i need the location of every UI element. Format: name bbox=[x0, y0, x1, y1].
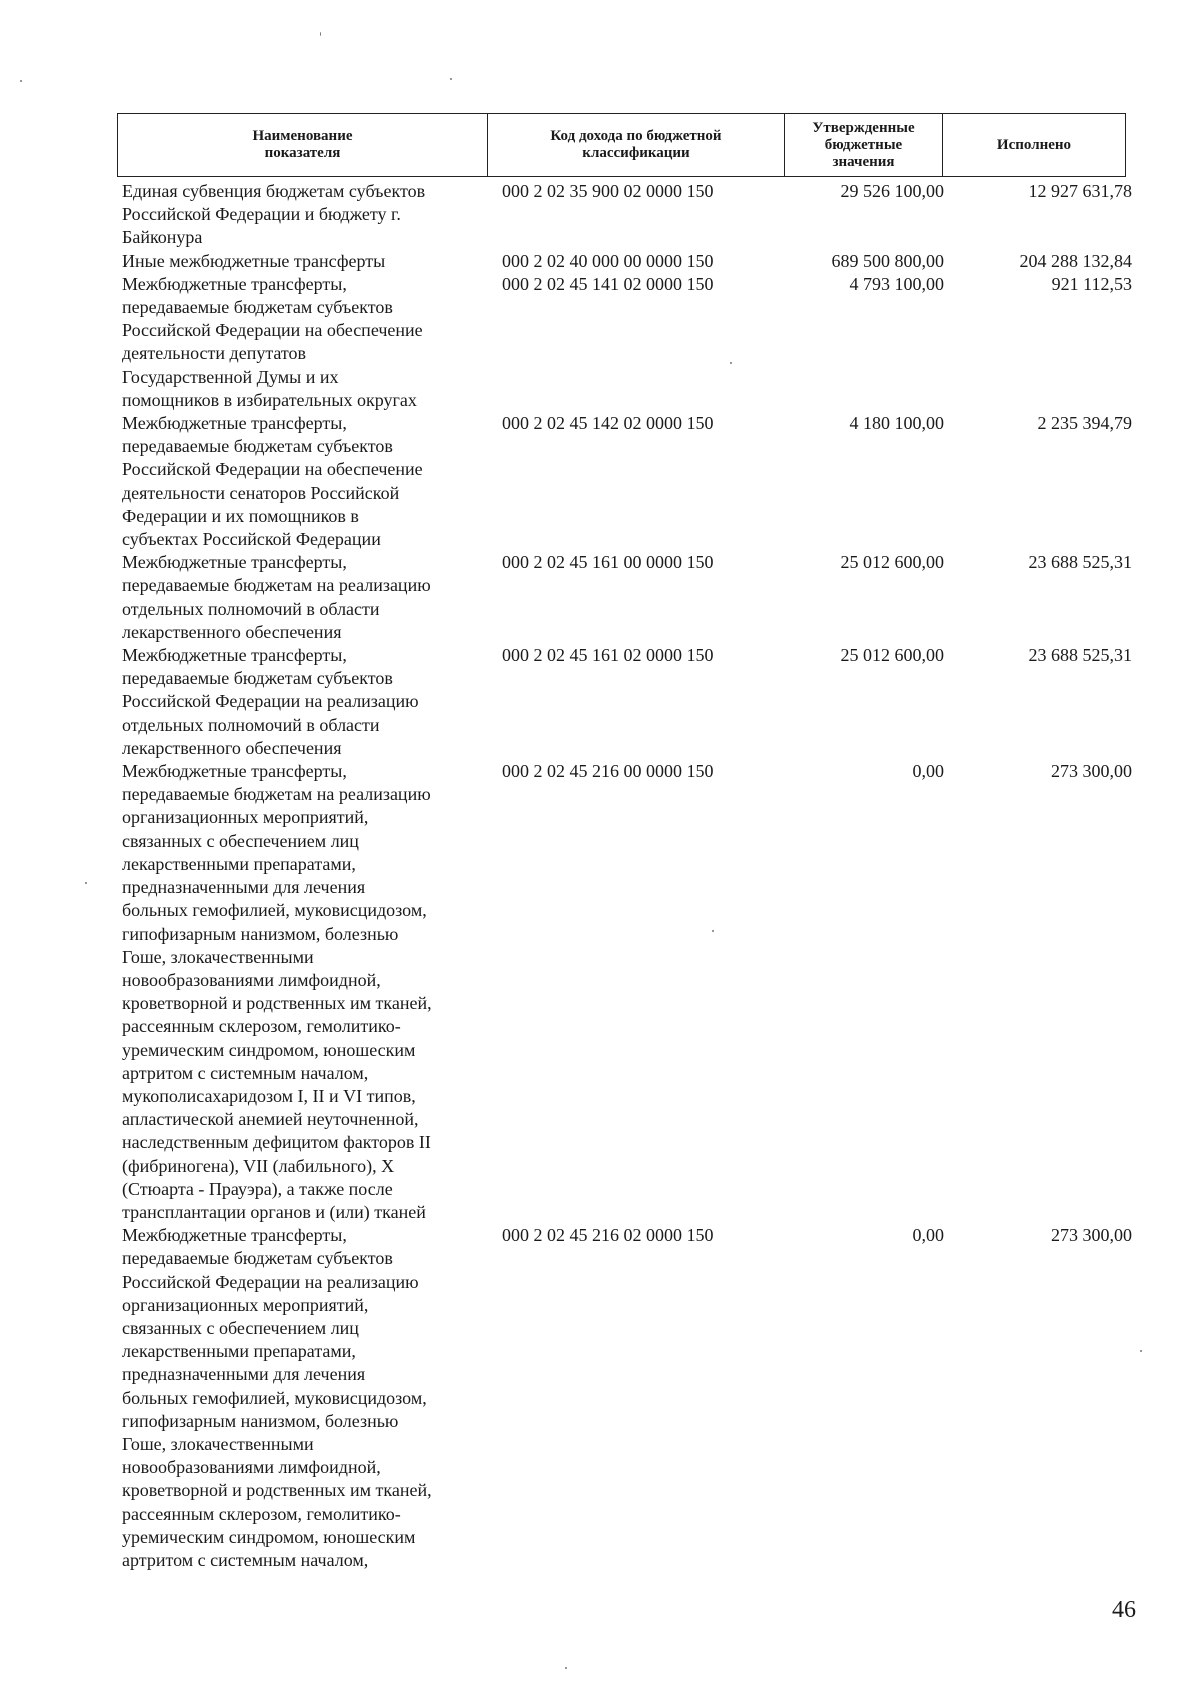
row-code: 000 2 02 45 216 00 0000 150 bbox=[502, 761, 714, 782]
table-row bbox=[122, 644, 1132, 760]
row-executed: 2 235 394,79 bbox=[1037, 413, 1132, 434]
row-approved: 25 012 600,00 bbox=[840, 552, 944, 573]
header-code: Код дохода по бюджетной классификации bbox=[488, 114, 785, 176]
table-row bbox=[122, 412, 1132, 551]
row-approved: 0,00 bbox=[912, 761, 944, 782]
table-body bbox=[122, 180, 1132, 1572]
scan-speck bbox=[1140, 1350, 1142, 1352]
row-name: Иные межбюджетные трансферты bbox=[122, 250, 386, 271]
row-code: 000 2 02 45 161 00 0000 150 bbox=[502, 552, 714, 573]
row-executed: 273 300,00 bbox=[1051, 761, 1132, 782]
row-executed: 12 927 631,78 bbox=[1028, 181, 1132, 201]
scan-speck bbox=[320, 32, 321, 36]
row-approved: 25 012 600,00 bbox=[840, 645, 944, 666]
row-name: Межбюджетные трансферты, передаваемые бюджетам на реализацию отдельных полномочий в области лекарственного обеспечения bbox=[122, 552, 431, 642]
scan-speck bbox=[450, 78, 452, 80]
scan-speck bbox=[85, 882, 87, 884]
table-row bbox=[122, 1224, 1132, 1572]
row-code: 000 2 02 35 900 02 0000 150 bbox=[502, 181, 714, 201]
row-name: Межбюджетные трансферты, передаваемые бюджетам субъектов Российской Федерации на реализацию организационных мероприятий, связанных с обеспечением лиц лекарственными препаратами, предназначенными для лечения больных гемофилией, муковисцидозом, гипофизарным нанизмом, болезнью Гоше, злокачественными новообразованиями лимфоидной, кроветворной и родственных им тканей, рассеянным склерозом, гемолитико- уремическим синдромом, юношеским артритом с системным началом, bbox=[122, 1225, 432, 1570]
row-name: Межбюджетные трансферты, передаваемые бюджетам субъектов Российской Федерации на обеспечение деятельности сенаторов Российской Федерации и их помощников в субъектах Российской Федерации bbox=[122, 413, 423, 550]
table-row bbox=[122, 551, 1132, 644]
row-approved: 4 180 100,00 bbox=[849, 413, 944, 434]
row-approved: 0,00 bbox=[912, 1225, 944, 1246]
scan-speck bbox=[20, 80, 22, 82]
row-executed: 273 300,00 bbox=[1051, 1225, 1132, 1246]
row-code: 000 2 02 45 161 02 0000 150 bbox=[502, 645, 714, 666]
row-executed: 204 288 132,84 bbox=[1019, 250, 1132, 271]
header-approved: Утвержденные бюджетные значения bbox=[785, 114, 943, 176]
table-header bbox=[117, 113, 1126, 177]
table-row bbox=[122, 180, 1132, 250]
table-row bbox=[122, 273, 1132, 412]
row-name: Межбюджетные трансферты, передаваемые бюджетам на реализацию организационных мероприятий, связанных с обеспечением лиц лекарственными препаратами, предназначенными для лечения больных гемофилией, муковисцидозом, гипофизарным нанизмом, болезнью Гоше, злокачественными новообразованиями лимфоидной, кроветворной и родственных им тканей, рассеянным склерозом, гемолитико- уремическим синдромом, юношеским артритом с системным началом, мукополисахаридозом I, II и VI типов, апластической анемией неуточненной, наследственным дефицитом факторов II (фибриногена), VII (лабильного), X (Стюарта - Прауэра), а также после трансплантации органов и (или) тканей bbox=[122, 761, 432, 1222]
row-code: 000 2 02 45 142 02 0000 150 bbox=[502, 413, 714, 434]
table-row bbox=[122, 760, 1132, 1224]
row-executed: 921 112,53 bbox=[1051, 273, 1132, 294]
row-code: 000 2 02 45 141 02 0000 150 bbox=[502, 273, 714, 294]
row-code: 000 2 02 40 000 00 0000 150 bbox=[502, 250, 714, 271]
row-name: Единая субвенция бюджетам субъектов Российской Федерации и бюджету г. Байконура bbox=[122, 181, 426, 248]
scan-speck bbox=[565, 1667, 567, 1669]
table-row bbox=[122, 250, 1132, 273]
scan-speck bbox=[712, 930, 714, 932]
row-approved: 29 526 100,00 bbox=[840, 181, 944, 201]
header-name: Наименование показателя bbox=[118, 114, 488, 176]
row-name: Межбюджетные трансферты, передаваемые бюджетам субъектов Российской Федерации на реализацию отдельных полномочий в области лекарственного обеспечения bbox=[122, 645, 419, 758]
row-approved: 4 793 100,00 bbox=[849, 273, 944, 294]
row-approved: 689 500 800,00 bbox=[831, 250, 944, 271]
row-executed: 23 688 525,31 bbox=[1028, 552, 1132, 573]
row-code: 000 2 02 45 216 02 0000 150 bbox=[502, 1225, 714, 1246]
page-number: 46 bbox=[1112, 1597, 1136, 1623]
header-executed: Исполнено bbox=[996, 136, 1072, 153]
scan-speck bbox=[730, 362, 732, 364]
row-executed: 23 688 525,31 bbox=[1028, 645, 1132, 666]
row-name: Межбюджетные трансферты, передаваемые бюджетам субъектов Российской Федерации на обеспечение деятельности депутатов Государственной Думы и их помощников в избирательных округах bbox=[122, 273, 423, 410]
